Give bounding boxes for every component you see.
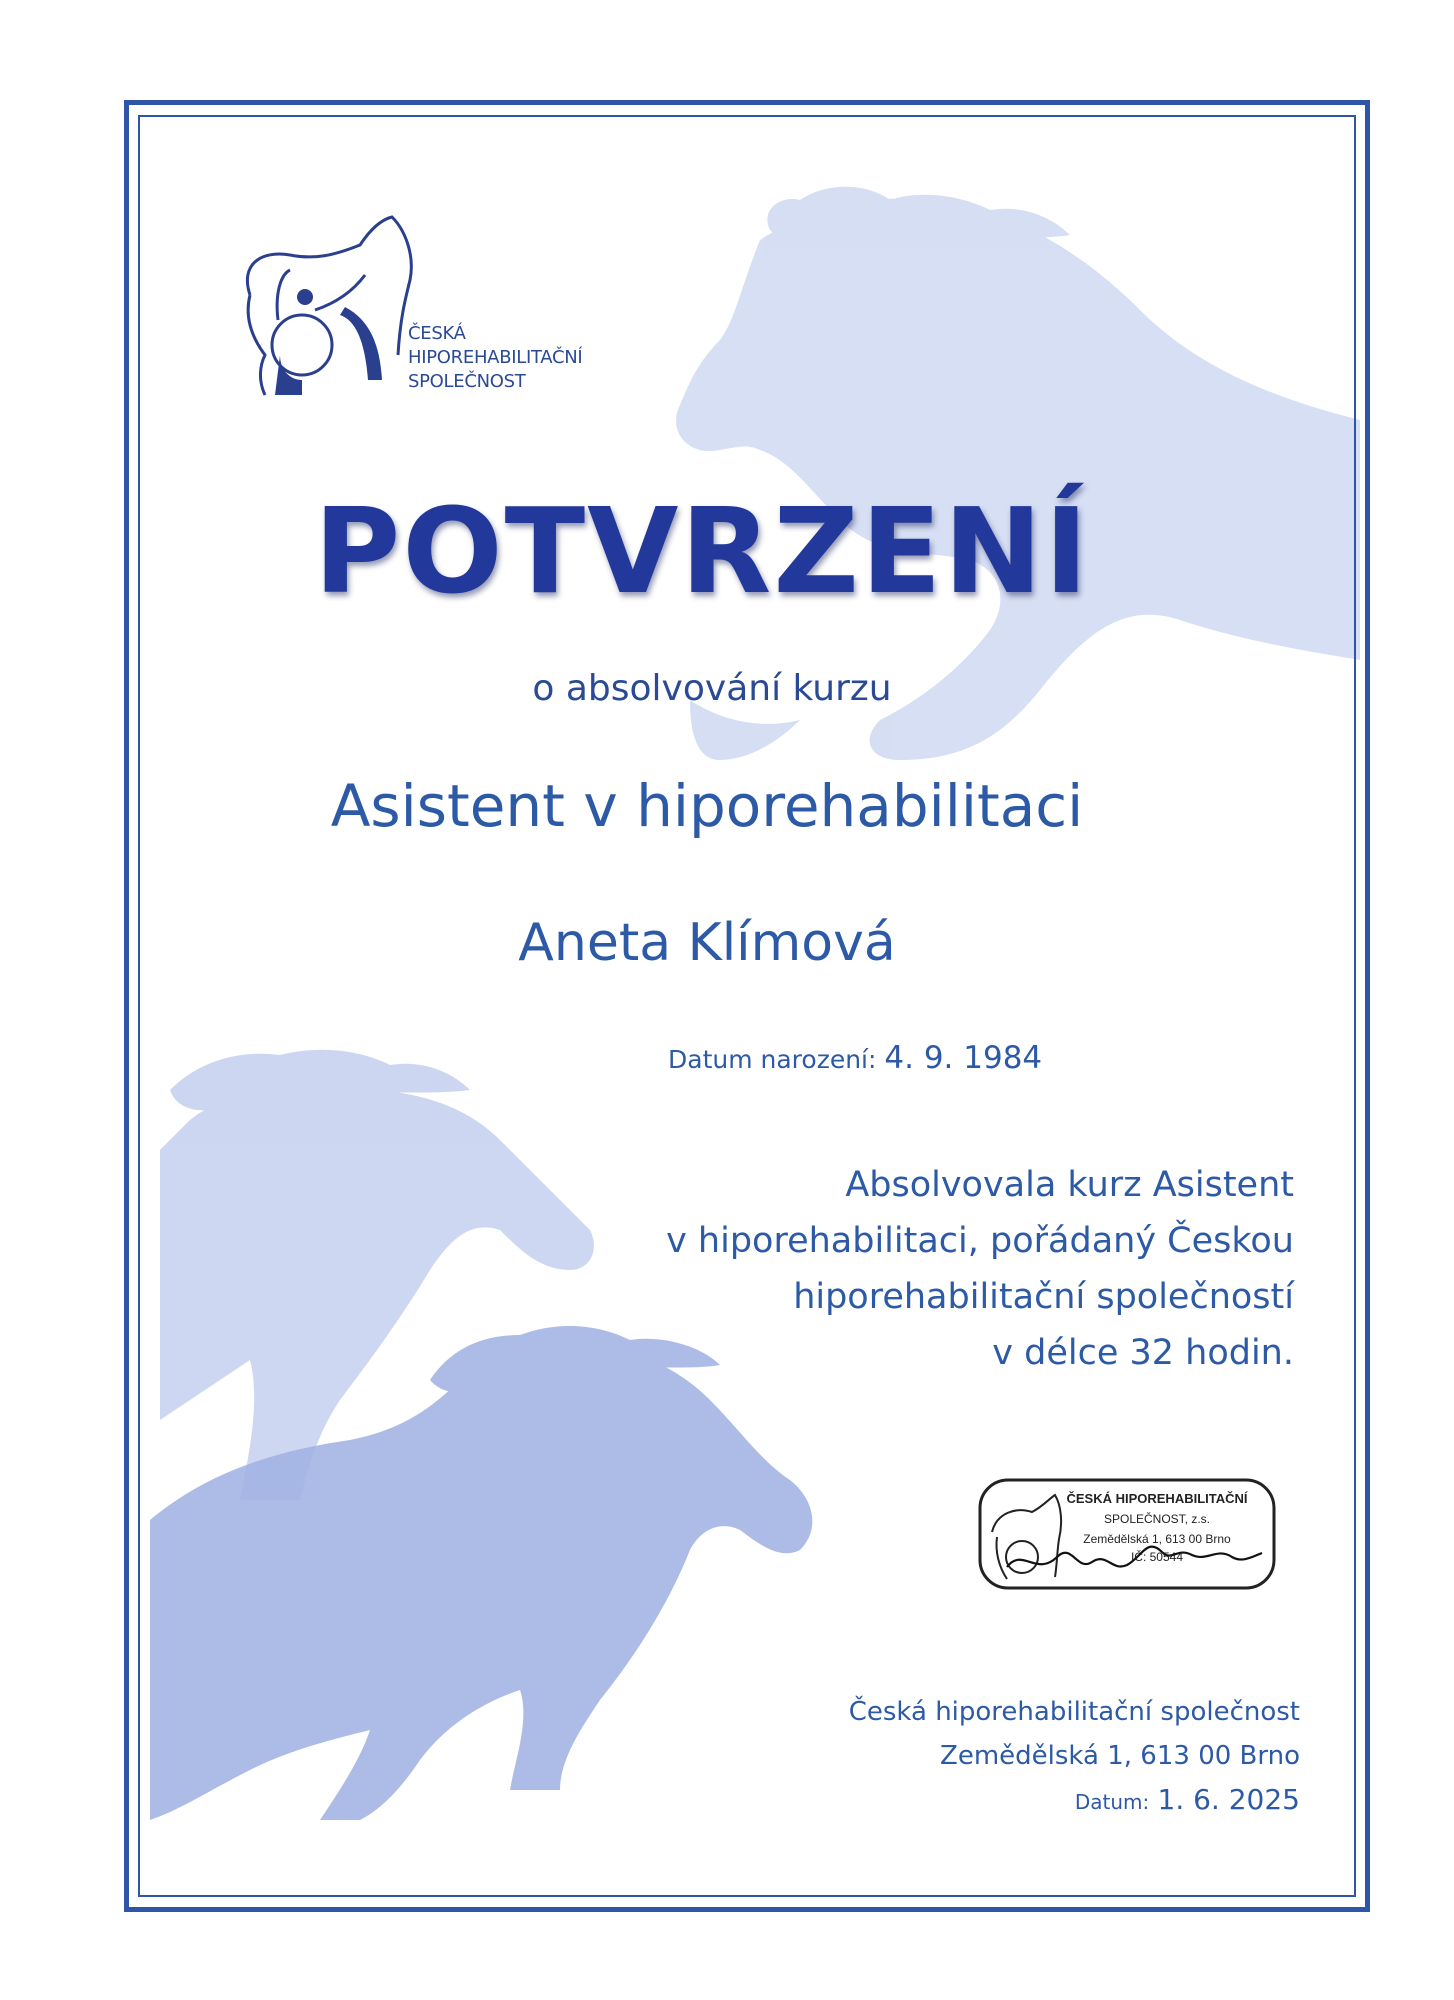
issue-date	[849, 1778, 1300, 1824]
description-line: v délce 32 hodin.	[992, 1333, 1294, 1373]
issuer-footer	[849, 1690, 1300, 1824]
dob-value: 4. 9. 1984	[884, 1040, 1043, 1076]
description-line: Absolvovala kurz Asistent	[845, 1165, 1294, 1205]
logo-line: SPOLEČNOST	[408, 371, 526, 392]
stamp-line: SPOLEČNOST, z.s.	[1103, 1512, 1211, 1526]
issuer-name: Česká hiporehabilitační společnost	[848, 1697, 1300, 1727]
course-name: Asistent v hiporehabilitaci	[330, 772, 1084, 840]
description-line: hiporehabilitační společností	[793, 1277, 1294, 1317]
issuer-address: Zemědělská 1, 613 00 Brno	[940, 1741, 1300, 1771]
organization-logo-text	[408, 322, 582, 394]
stamp-line: Zemědělská 1, 613 00 Brno	[1083, 1532, 1231, 1546]
certificate-title: POTVRZENÍ	[313, 482, 1091, 620]
certificate-subtitle: o absolvování kurzu	[532, 668, 892, 709]
stamp-line: ČESKÁ HIPOREHABILITAČNÍ	[1066, 1491, 1248, 1506]
logo-line: ČESKÁ	[408, 323, 466, 344]
issue-date-value: 1. 6. 2025	[1157, 1783, 1300, 1816]
description-line: v hiporehabilitaci, pořádaný Českou	[666, 1221, 1294, 1261]
course-description	[594, 1157, 1294, 1381]
issue-date-label: Datum:	[1074, 1790, 1150, 1814]
round-stamp	[977, 1477, 1277, 1591]
dob-label: Datum narození:	[668, 1045, 877, 1074]
horse-rider-logo	[220, 205, 420, 405]
recipient-name: Aneta Klímová	[518, 913, 896, 973]
date-of-birth	[668, 1040, 1042, 1076]
stamp-line: IČ: 50544	[1130, 1550, 1184, 1564]
logo-line: HIPOREHABILITAČNÍ	[408, 347, 583, 368]
